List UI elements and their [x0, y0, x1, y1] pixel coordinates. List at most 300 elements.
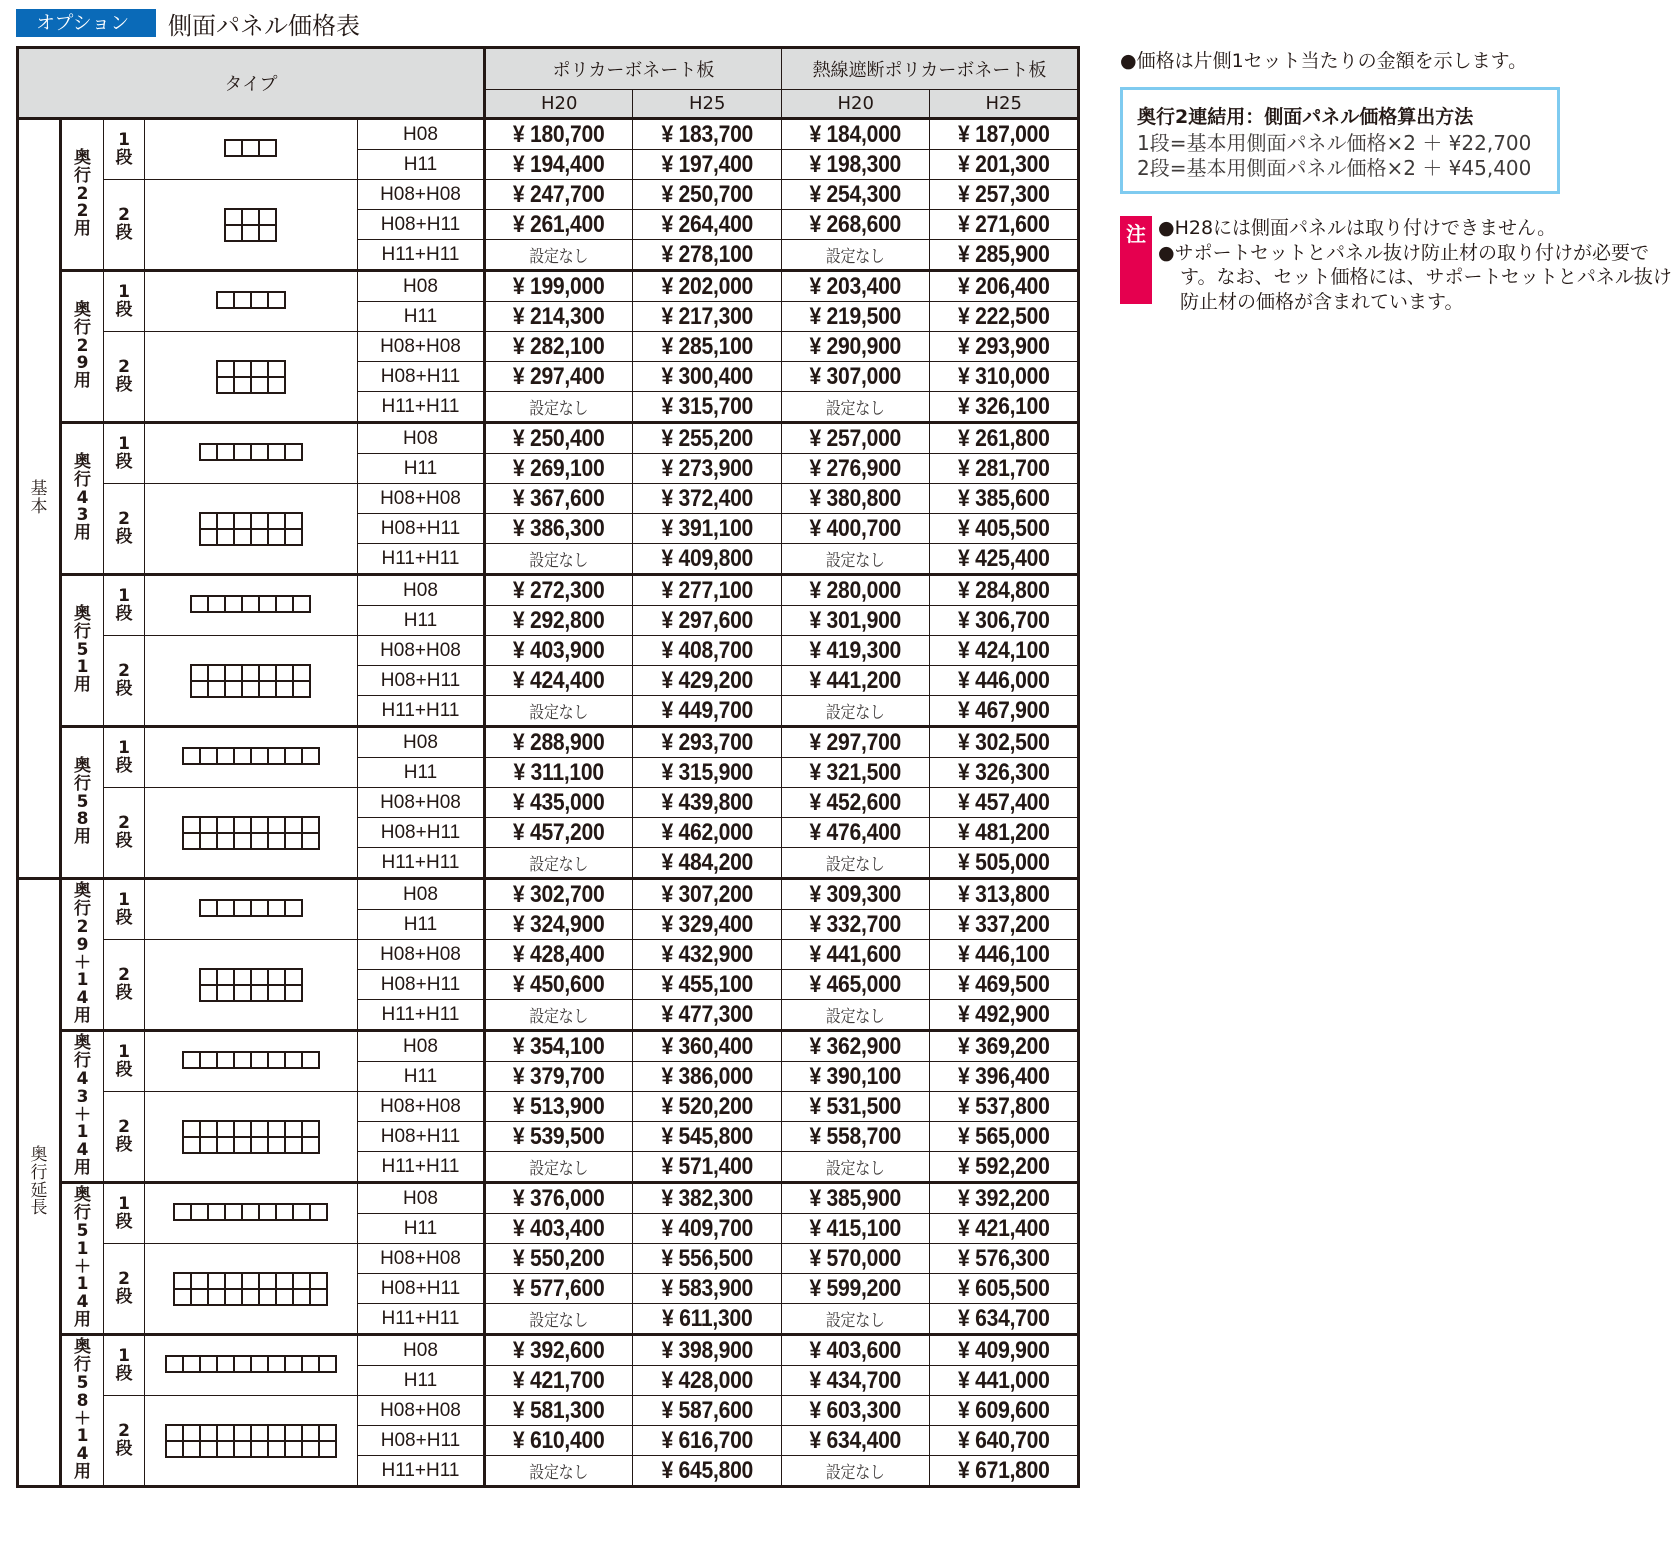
panel-diagram-cell [144, 727, 357, 788]
price-cell: ¥ 419,300 [790, 636, 921, 666]
price-cell: ¥ 255,200 [642, 423, 773, 454]
panel-diagram-cell [144, 636, 357, 727]
price-cell: 設定なし [790, 1000, 921, 1031]
tier-label: 1段 [115, 433, 133, 472]
caution-section [1120, 216, 1680, 315]
price-cell: ¥ 390,100 [790, 1062, 921, 1092]
panel-layout-icon [182, 1120, 320, 1154]
size-cell: H08+H08 [357, 332, 484, 362]
panel-diagram-cell [144, 1335, 357, 1396]
table-row [18, 940, 1079, 970]
price-cell: ¥ 428,000 [642, 1366, 773, 1396]
price-cell: ¥ 302,700 [493, 879, 624, 910]
tier-cell [104, 727, 145, 788]
price-cell: ¥ 452,600 [790, 788, 921, 818]
price-cell: ¥ 222,500 [939, 302, 1070, 332]
price-cell: ¥ 465,000 [790, 970, 921, 1000]
price-cell: ¥ 362,900 [790, 1031, 921, 1062]
tier-label: 2段 [115, 964, 133, 1003]
price-cell: ¥ 386,300 [493, 514, 624, 544]
table-row [18, 1244, 1079, 1274]
price-cell: ¥ 424,400 [493, 666, 624, 696]
size-cell: H08 [357, 423, 484, 454]
panel-layout-icon [199, 968, 303, 1002]
tier-label: 2段 [115, 356, 133, 395]
price-cell: ¥ 396,400 [939, 1062, 1070, 1092]
price-cell: ¥ 462,000 [642, 818, 773, 848]
price-cell: ¥ 392,200 [939, 1183, 1070, 1214]
price-cell: ¥ 369,200 [939, 1031, 1070, 1062]
panel-diagram-cell [144, 423, 357, 484]
size-cell: H08 [357, 271, 484, 302]
price-cell: ¥ 403,600 [790, 1335, 921, 1366]
price-cell: ¥ 385,600 [939, 484, 1070, 514]
price-cell: ¥ 261,800 [939, 423, 1070, 454]
price-cell: 設定なし [790, 1304, 921, 1335]
height-header: H20 [781, 90, 929, 119]
panel-layout-icon [173, 1272, 328, 1306]
price-cell: ¥ 605,500 [939, 1274, 1070, 1304]
panel-diagram-cell [144, 1244, 357, 1335]
price-cell: ¥ 261,400 [493, 210, 624, 240]
price-cell: ¥ 409,900 [939, 1335, 1070, 1366]
depth-label: 奥行43＋14用 [74, 1033, 92, 1179]
size-cell: H11+H11 [357, 848, 484, 879]
price-cell: ¥ 372,400 [642, 484, 773, 514]
size-cell: H08+H08 [357, 1396, 484, 1426]
price-cell: ¥ 405,500 [939, 514, 1070, 544]
price-cell: ¥ 477,300 [642, 1000, 773, 1031]
price-cell: ¥ 272,300 [493, 575, 624, 606]
tier-cell [104, 271, 145, 332]
tier-cell [104, 119, 145, 180]
price-cell: ¥ 302,500 [939, 727, 1070, 758]
price-cell: 設定なし [493, 1000, 624, 1031]
panel-layout-icon [190, 595, 311, 613]
panel-layout-icon [224, 208, 277, 242]
price-cell: ¥ 203,400 [790, 271, 921, 302]
title-bar [16, 8, 360, 38]
price-cell: ¥ 424,100 [939, 636, 1070, 666]
depth-label: 奥行22用 [74, 147, 92, 240]
depth-label: 奥行29用 [74, 299, 92, 392]
panel-layout-icon [216, 291, 286, 309]
material-header-polycarbonate: ポリカーボネート板 [484, 48, 781, 90]
price-cell: ¥ 187,000 [939, 119, 1070, 150]
price-cell: ¥ 457,400 [939, 788, 1070, 818]
table-row [18, 119, 1079, 150]
tier-label: 1段 [115, 737, 133, 776]
depth-cell [61, 1335, 104, 1487]
panel-layout-icon [199, 899, 303, 917]
panel-diagram-cell [144, 788, 357, 879]
price-cell: 設定なし [493, 848, 624, 879]
panel-diagram-cell [144, 119, 357, 180]
price-cell: ¥ 403,400 [493, 1214, 624, 1244]
depth-label: 奥行51用 [74, 603, 92, 696]
price-cell: ¥ 379,700 [493, 1062, 624, 1092]
price-cell: ¥ 587,600 [642, 1396, 773, 1426]
tier-label: 1段 [115, 1345, 133, 1384]
price-cell: ¥ 380,800 [790, 484, 921, 514]
size-cell: H11 [357, 910, 484, 940]
tier-label: 1段 [115, 585, 133, 624]
tier-label: 1段 [115, 1193, 133, 1232]
price-cell: ¥ 293,700 [642, 727, 773, 758]
tier-label: 1段 [115, 1041, 133, 1080]
price-cell: 設定なし [493, 1456, 624, 1487]
price-cell: ¥ 441,200 [790, 666, 921, 696]
category-label: 基本 [30, 478, 48, 517]
height-header: H25 [633, 90, 782, 119]
size-cell: H08+H08 [357, 788, 484, 818]
price-cell: ¥ 202,000 [642, 271, 773, 302]
price-cell: ¥ 214,300 [493, 302, 624, 332]
price-cell: ¥ 254,300 [790, 180, 921, 210]
price-cell: ¥ 550,200 [493, 1244, 624, 1274]
price-cell: ¥ 300,400 [642, 362, 773, 392]
price-cell: ¥ 577,600 [493, 1274, 624, 1304]
price-cell: ¥ 415,100 [790, 1214, 921, 1244]
price-table [16, 46, 1080, 1488]
size-cell: H08+H08 [357, 1092, 484, 1122]
price-cell: ¥ 264,400 [642, 210, 773, 240]
size-cell: H11 [357, 1214, 484, 1244]
price-cell: ¥ 297,400 [493, 362, 624, 392]
price-cell: ¥ 247,700 [493, 180, 624, 210]
calc-line-1tier: 1段=基本用側面パネル価格×2 ＋ ¥22,700 [1137, 131, 1532, 155]
size-cell: H08+H11 [357, 818, 484, 848]
price-cell: 設定なし [790, 1456, 921, 1487]
size-cell: H11 [357, 302, 484, 332]
price-cell: ¥ 592,200 [939, 1152, 1070, 1183]
price-cell: ¥ 278,100 [642, 240, 773, 271]
price-cell: ¥ 671,800 [939, 1456, 1070, 1487]
price-cell: 設定なし [790, 240, 921, 271]
price-cell: ¥ 610,400 [493, 1426, 624, 1456]
tier-label: 2段 [115, 660, 133, 699]
price-cell: ¥ 571,400 [642, 1152, 773, 1183]
price-cell: ¥ 421,700 [493, 1366, 624, 1396]
price-cell: ¥ 332,700 [790, 910, 921, 940]
price-cell: ¥ 505,000 [939, 848, 1070, 879]
price-cell: ¥ 324,900 [493, 910, 624, 940]
price-cell: ¥ 467,900 [939, 696, 1070, 727]
panel-diagram-cell [144, 332, 357, 423]
size-cell: H11+H11 [357, 544, 484, 575]
size-cell: H11 [357, 1062, 484, 1092]
price-cell: ¥ 282,100 [493, 332, 624, 362]
type-header: タイプ [18, 48, 485, 119]
tier-label: 2段 [115, 1116, 133, 1155]
price-cell: ¥ 257,000 [790, 423, 921, 454]
table-row [18, 879, 1079, 910]
table-row [18, 180, 1079, 210]
table-row [18, 484, 1079, 514]
caution-badge: 注 [1120, 216, 1152, 304]
price-cell: ¥ 311,100 [493, 758, 624, 788]
size-cell: H08+H11 [357, 1122, 484, 1152]
tier-cell [104, 1031, 145, 1092]
price-cell: ¥ 432,900 [642, 940, 773, 970]
page-title: 側面パネル価格表 [168, 11, 360, 40]
price-cell: ¥ 603,300 [790, 1396, 921, 1426]
price-cell: ¥ 376,000 [493, 1183, 624, 1214]
size-cell: H08+H11 [357, 1274, 484, 1304]
price-cell: ¥ 271,600 [939, 210, 1070, 240]
size-cell: H08+H08 [357, 940, 484, 970]
size-cell: H08+H08 [357, 636, 484, 666]
panel-layout-icon [173, 1203, 328, 1221]
price-cell: ¥ 301,900 [790, 606, 921, 636]
panel-diagram-cell [144, 1396, 357, 1487]
size-cell: H08 [357, 727, 484, 758]
table-row [18, 1183, 1079, 1214]
category-label: 奥行延長 [30, 1144, 48, 1219]
tier-cell [104, 1335, 145, 1396]
price-cell: ¥ 611,300 [642, 1304, 773, 1335]
price-cell: ¥ 313,800 [939, 879, 1070, 910]
panel-diagram-cell [144, 271, 357, 332]
price-cell: ¥ 250,400 [493, 423, 624, 454]
price-cell: ¥ 309,300 [790, 879, 921, 910]
price-cell: ¥ 288,900 [493, 727, 624, 758]
price-cell: ¥ 492,900 [939, 1000, 1070, 1031]
depth-cell [61, 879, 104, 1031]
price-cell: 設定なし [493, 392, 624, 423]
price-cell: ¥ 435,000 [493, 788, 624, 818]
table-row [18, 1396, 1079, 1426]
price-cell: ¥ 634,700 [939, 1304, 1070, 1335]
price-cell: ¥ 609,600 [939, 1396, 1070, 1426]
price-cell: ¥ 180,700 [493, 119, 624, 150]
price-cell: ¥ 281,700 [939, 454, 1070, 484]
size-cell: H08+H08 [357, 1244, 484, 1274]
price-cell: ¥ 337,200 [939, 910, 1070, 940]
height-header: H20 [484, 90, 632, 119]
table-row [18, 423, 1079, 454]
price-cell: 設定なし [790, 392, 921, 423]
depth-cell [61, 727, 104, 879]
price-cell: 設定なし [493, 1304, 624, 1335]
notes-panel [1120, 46, 1680, 315]
tier-cell [104, 879, 145, 940]
price-cell: ¥ 326,100 [939, 392, 1070, 423]
depth-cell [61, 1183, 104, 1335]
price-cell: ¥ 292,800 [493, 606, 624, 636]
panel-layout-icon [165, 1355, 337, 1373]
panel-layout-icon [224, 139, 277, 157]
price-cell: ¥ 307,000 [790, 362, 921, 392]
size-cell: H11+H11 [357, 1304, 484, 1335]
price-cell: ¥ 321,500 [790, 758, 921, 788]
price-cell: ¥ 201,300 [939, 150, 1070, 180]
height-header: H25 [930, 90, 1079, 119]
price-cell: ¥ 219,500 [790, 302, 921, 332]
price-cell: ¥ 421,400 [939, 1214, 1070, 1244]
price-cell: ¥ 484,200 [642, 848, 773, 879]
size-cell: H11 [357, 150, 484, 180]
price-cell: 設定なし [790, 696, 921, 727]
price-cell: 設定なし [790, 848, 921, 879]
size-cell: H11 [357, 454, 484, 484]
price-cell: ¥ 429,200 [642, 666, 773, 696]
price-cell: ¥ 199,000 [493, 271, 624, 302]
price-cell: ¥ 434,700 [790, 1366, 921, 1396]
panel-layout-icon [190, 664, 311, 698]
tier-label: 2段 [115, 204, 133, 243]
panel-layout-icon [216, 360, 286, 394]
price-cell: ¥ 293,900 [939, 332, 1070, 362]
price-cell: ¥ 268,600 [790, 210, 921, 240]
price-cell: ¥ 400,700 [790, 514, 921, 544]
table-row [18, 271, 1079, 302]
price-cell: ¥ 599,200 [790, 1274, 921, 1304]
size-cell: H08+H11 [357, 210, 484, 240]
tier-cell [104, 1183, 145, 1244]
price-cell: ¥ 250,700 [642, 180, 773, 210]
price-cell: ¥ 398,900 [642, 1335, 773, 1366]
size-cell: H11+H11 [357, 1000, 484, 1031]
size-cell: H08 [357, 1335, 484, 1366]
price-cell: ¥ 520,200 [642, 1092, 773, 1122]
price-cell: ¥ 217,300 [642, 302, 773, 332]
price-cell: 設定なし [790, 1152, 921, 1183]
tier-label: 2段 [115, 508, 133, 547]
price-cell: ¥ 391,100 [642, 514, 773, 544]
price-cell: ¥ 449,700 [642, 696, 773, 727]
depth-label: 奥行58＋14用 [74, 1337, 92, 1483]
tier-label: 1段 [115, 129, 133, 168]
price-cell: ¥ 184,000 [790, 119, 921, 150]
price-cell: ¥ 392,600 [493, 1335, 624, 1366]
tier-label: 1段 [115, 889, 133, 928]
price-cell: ¥ 428,400 [493, 940, 624, 970]
price-cell: ¥ 576,300 [939, 1244, 1070, 1274]
table-row [18, 788, 1079, 818]
price-cell: ¥ 315,900 [642, 758, 773, 788]
price-cell: ¥ 455,100 [642, 970, 773, 1000]
price-cell: ¥ 545,800 [642, 1122, 773, 1152]
price-cell: ¥ 581,300 [493, 1396, 624, 1426]
price-cell: ¥ 297,700 [790, 727, 921, 758]
price-cell: ¥ 269,100 [493, 454, 624, 484]
size-cell: H11+H11 [357, 696, 484, 727]
price-cell: ¥ 513,900 [493, 1092, 624, 1122]
tier-cell [104, 1092, 145, 1183]
price-cell: ¥ 326,300 [939, 758, 1070, 788]
size-cell: H08+H11 [357, 666, 484, 696]
price-cell: ¥ 481,200 [939, 818, 1070, 848]
price-cell: 設定なし [790, 544, 921, 575]
calc-method-title: 奥行2連結用：側面パネル価格算出方法 [1137, 106, 1474, 128]
price-cell: ¥ 450,600 [493, 970, 624, 1000]
caution-item: ●サポートセットとパネル抜け防止材の取り付けが必要です。なお、セット価格には、サポートセットとパネル抜け防止材の価格が含まれています。 [1158, 241, 1672, 314]
material-header-heat-block: 熱線遮断ポリカーボネート板 [781, 48, 1078, 90]
price-cell: ¥ 616,700 [642, 1426, 773, 1456]
tier-cell [104, 423, 145, 484]
price-cell: ¥ 640,700 [939, 1426, 1070, 1456]
tier-cell [104, 636, 145, 727]
price-cell: ¥ 306,700 [939, 606, 1070, 636]
depth-label: 奥行29＋14用 [74, 881, 92, 1027]
price-cell: 設定なし [493, 240, 624, 271]
size-cell: H11+H11 [357, 392, 484, 423]
size-cell: H11+H11 [357, 1456, 484, 1487]
price-cell: ¥ 360,400 [642, 1031, 773, 1062]
price-cell: ¥ 403,900 [493, 636, 624, 666]
price-cell: ¥ 382,300 [642, 1183, 773, 1214]
price-cell: ¥ 439,800 [642, 788, 773, 818]
price-cell: ¥ 329,400 [642, 910, 773, 940]
price-cell: ¥ 257,300 [939, 180, 1070, 210]
size-cell: H08+H08 [357, 180, 484, 210]
panel-diagram-cell [144, 180, 357, 271]
panel-diagram-cell [144, 575, 357, 636]
price-cell: ¥ 556,500 [642, 1244, 773, 1274]
caution-item: ●H28には側面パネルは取り付けできません。 [1158, 217, 1557, 239]
price-basis-note: ●価格は片側1セット当たりの金額を示します。 [1120, 50, 1528, 72]
size-cell: H08+H11 [357, 1426, 484, 1456]
price-cell: ¥ 285,100 [642, 332, 773, 362]
price-cell: ¥ 570,000 [790, 1244, 921, 1274]
price-cell: ¥ 565,000 [939, 1122, 1070, 1152]
depth-label: 奥行43用 [74, 451, 92, 544]
size-cell: H11+H11 [357, 240, 484, 271]
price-cell: ¥ 558,700 [790, 1122, 921, 1152]
depth-cell [61, 271, 104, 423]
depth-cell [61, 423, 104, 575]
price-cell: ¥ 276,900 [790, 454, 921, 484]
size-cell: H08+H11 [357, 514, 484, 544]
size-cell: H08 [357, 879, 484, 910]
price-cell: ¥ 385,900 [790, 1183, 921, 1214]
calc-method-box [1120, 87, 1560, 194]
size-cell: H11 [357, 606, 484, 636]
size-cell: H08+H11 [357, 362, 484, 392]
panel-diagram-cell [144, 879, 357, 940]
price-table-body [18, 119, 1079, 1487]
tier-cell [104, 1396, 145, 1487]
price-cell: ¥ 645,800 [642, 1456, 773, 1487]
option-badge: オプション [16, 9, 156, 37]
tier-cell [104, 1244, 145, 1335]
table-row [18, 636, 1079, 666]
price-cell: ¥ 634,400 [790, 1426, 921, 1456]
price-cell: ¥ 290,900 [790, 332, 921, 362]
price-cell: ¥ 197,400 [642, 150, 773, 180]
price-cell: ¥ 539,500 [493, 1122, 624, 1152]
size-cell: H08 [357, 575, 484, 606]
size-cell: H11+H11 [357, 1152, 484, 1183]
price-cell: ¥ 457,200 [493, 818, 624, 848]
table-row [18, 1031, 1079, 1062]
price-cell: ¥ 446,100 [939, 940, 1070, 970]
price-cell: ¥ 206,400 [939, 271, 1070, 302]
panel-layout-icon [199, 512, 303, 546]
tier-label: 2段 [115, 1420, 133, 1459]
price-cell: ¥ 408,700 [642, 636, 773, 666]
tier-label: 2段 [115, 812, 133, 851]
panel-layout-icon [182, 747, 320, 765]
price-cell: ¥ 198,300 [790, 150, 921, 180]
price-cell: ¥ 315,700 [642, 392, 773, 423]
size-cell: H08+H08 [357, 484, 484, 514]
panel-layout-icon [182, 1051, 320, 1069]
price-cell: ¥ 280,000 [790, 575, 921, 606]
caution-list [1158, 216, 1680, 315]
tier-cell [104, 180, 145, 271]
